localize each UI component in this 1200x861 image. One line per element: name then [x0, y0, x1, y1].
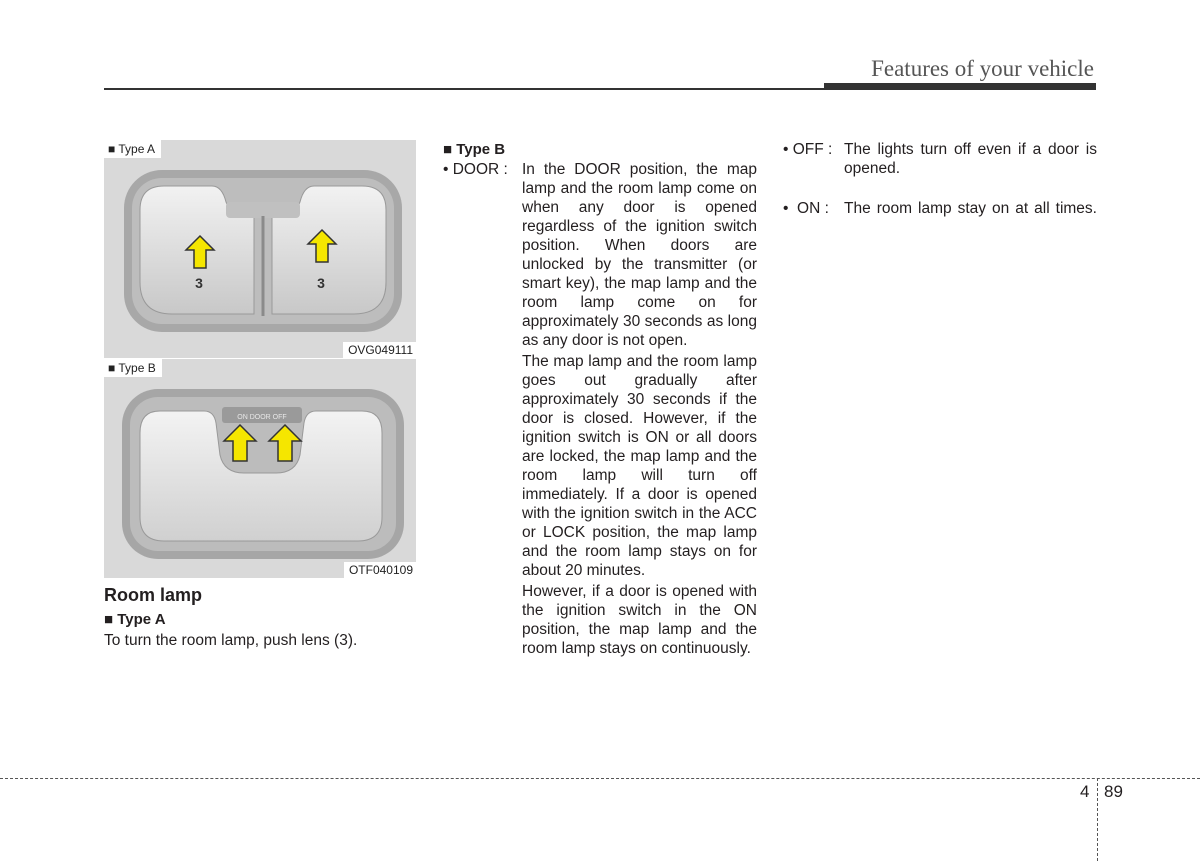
switch-labels: ON DOOR OFF	[237, 414, 287, 421]
off-option	[783, 140, 1097, 197]
type-a-text: To turn the room lamp, push lens (3).	[104, 632, 358, 649]
figure-tag: ■ Type B	[104, 359, 162, 377]
door-label: • DOOR :	[443, 161, 508, 178]
off-label: • OFF :	[783, 141, 833, 158]
section-title: Room lamp	[104, 585, 203, 605]
lens-number-left: 3	[195, 275, 203, 291]
figure-tag: ■ Type A	[104, 140, 161, 158]
footer-divider	[0, 778, 1200, 779]
on-text: The room lamp stay on at all times.	[844, 200, 1097, 217]
figure-code: OTF040109	[344, 562, 416, 578]
door-paragraph: However, if a door is opened with the ignition switch in the ON position, the map lamp and the room lamp stays on continuously.	[522, 583, 757, 657]
type-a-heading: ■ Type A	[104, 611, 166, 628]
off-text: The lights turn off even if a door is opened.	[844, 141, 1097, 177]
type-b-heading: ■ Type B	[443, 141, 506, 158]
type-b-options-column	[783, 140, 1097, 239]
door-paragraph: The map lamp and the room lamp goes out gradually after approximately 30 seconds if the door is closed. However, if the ignition switch is ON or all doors are locked, the map lamp and the room lamp will turn off immediately. If a door is opened with the ignition switch in the ACC or LOCK position, the map lamp and the room lamp stays on for about 20 minutes.	[522, 353, 757, 579]
door-option	[443, 160, 757, 658]
room-lamp-type-a-illustration	[104, 140, 416, 358]
figure-type-a	[104, 140, 416, 358]
page-header-title: Features of your vehicle	[871, 56, 1094, 81]
header-rule-thin	[104, 88, 824, 90]
room-lamp-type-b-illustration	[104, 359, 416, 578]
header-rule-thick	[824, 83, 1096, 90]
page-number: 89	[1104, 782, 1123, 801]
on-option	[783, 199, 1097, 237]
chapter-number: 4	[1080, 782, 1090, 801]
figure-code: OVG049111	[343, 342, 416, 358]
figure-type-b	[104, 359, 416, 578]
lens-number-right: 3	[317, 275, 325, 291]
footer-vertical-divider	[1097, 778, 1098, 861]
door-paragraph: In the DOOR position, the map lamp and the room lamp come on when any door is opened regardless of the ignition switch position. When doors are unlocked by the transmitter (or smart key), the map lamp and the room lamp come on for approximately 30 seconds as long as any door is not open.	[522, 161, 757, 349]
type-b-column	[443, 140, 757, 660]
on-label: • ON :	[783, 200, 829, 217]
